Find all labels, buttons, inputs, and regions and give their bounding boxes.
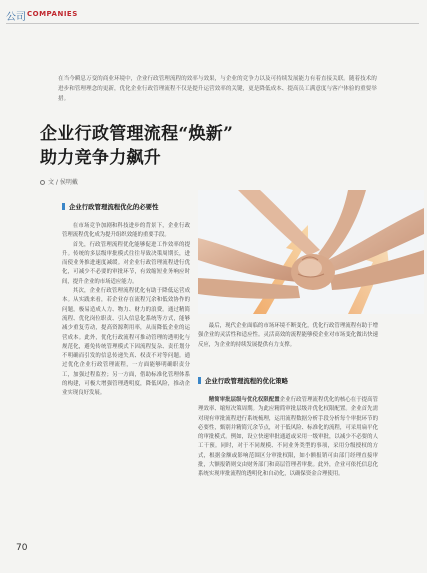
right-column-section2 [198, 396, 378, 480]
heading-bar-icon [62, 203, 65, 210]
article-intro: 在当今瞬息万变的商业环境中，企业行政管理流程的效率与效果，与企业的竞争力以及可持续发展能力有着直接关联。随着技术的进步和管理理念的更新，优化企业行政管理流程不仅是提升运营效率的关键，更是降低成本、提高员工满意度与客户体验的重要举措。 [58, 76, 377, 102]
title-line-2: 助力竞争力飙升 [40, 148, 162, 168]
page-header [0, 0, 427, 26]
title-line-1: 企业行政管理流程“焕新” [40, 124, 234, 144]
author-byline [40, 177, 78, 186]
paragraph: 最后，现代企业面临的市场环境不断变化，优化行政管理流程有助于增强企业的灵活性和适应性。灵活高效的流程能够使企业对市场变化做出快速反应，为企业的持续发展提供有力支撑。 [198, 323, 378, 348]
section-heading-2 [198, 376, 288, 385]
right-column-continued [198, 322, 378, 350]
hands-teamwork-photo [198, 190, 424, 314]
header-rule [6, 23, 419, 24]
paragraph: 首先，行政管理流程优化能够促进工作效率的提升。传统的多层级审批模式往往导致决策周期长，进而使业务推进速度减缓。对企业行政管理流程进行优化，可减少不必要的审批环节，有效缩短业务响应时间，提升企业的市场适应能力。 [62, 241, 190, 285]
bullet-icon [40, 180, 45, 185]
bold-lead: 精简审批层级与优化权限配置 [208, 397, 280, 403]
paragraph: 其次，企业行政管理流程优化有助于降低运营成本。从实践来看，若企业存在流程冗余和低效协作的问题，极易造成人力、物力、财力的浪费。通过精简流程、优化岗位职责、引入信息化系统等方式，能够减少重复劳动，提高资源利用率，从而降低企业的运营成本。此外，优化行政流程可推动管理的透明化与规范化，避免传统管理模式下因流程复杂、责任划分不明确而引发的信息传递失真、权责不对等问题。通过优化企业行政管理流程，一方面能够明确职责分工，加强过程监控；另一方面，借助标准化管理体系的构建，可极大增强管理透明度，降低风险，推动企业实现良好发展。 [62, 288, 190, 397]
section-label-en: COMPANIES [27, 10, 78, 18]
heading-bar-icon [198, 377, 201, 384]
section-label-cn: 公司 [6, 12, 26, 23]
page-number: 70 [16, 543, 28, 553]
paragraph-body: 企业行政管理流程优化的核心在于提高管理效率、缩短决策周期。为此应精简审批层级并优化权限配置。企业首先需对现有审批流程进行系统梳理，运用流程数据分析手段分析每个审批环节的必要性，甄别并精简冗余节点，对于低风险、标准化的流程，可采用扁平化的审批模式。例如，设立快速审批通道或采用一级审批，以减少不必要的人工干预。同时，对于不同规模、不同业务类型的事项，采用分级授权的方式，根据金额或影响范围区分审批权限，如小额报销可由部门经理直接审批，大额报销则交由财务部门和高层管理者审批。此外，企业可依托信息化系统实现审批流程的透明化和自动化，以确保资金合理使用。 [198, 397, 378, 478]
section-heading-1-text: 企业行政管理流程优化的必要性 [69, 203, 159, 211]
article-title [40, 122, 233, 170]
paragraph [198, 396, 378, 480]
author-text: 文 / 侯明戴 [48, 179, 78, 186]
left-column [62, 222, 190, 399]
section-heading-1 [62, 202, 158, 211]
section-heading-2-text: 企业行政管理流程的优化策略 [205, 377, 289, 385]
paragraph: 在市场竞争加剧和科技进步的背景下，企业行政管理流程优化成为提升组织效能的重要手段。 [62, 223, 190, 239]
hands-illustration [198, 190, 424, 314]
